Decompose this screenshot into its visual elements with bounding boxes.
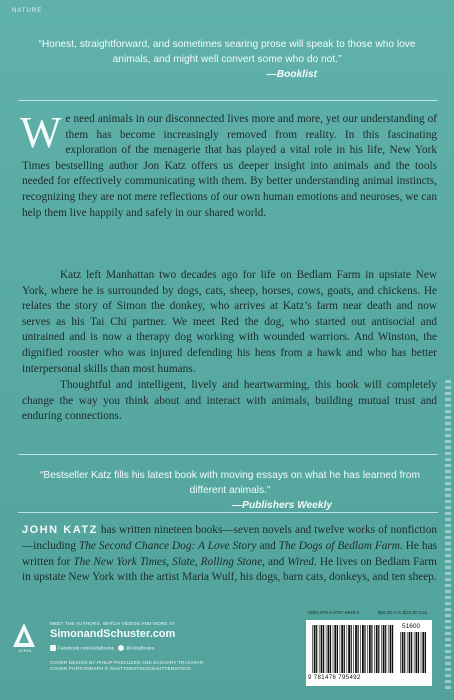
description-paragraph-1-text: e need animals in our disconnected lives more and more, yet our understanding of them has become increasingly removed from reality. In this fascinating exploration of the menagerie that has played a vital role in his life, New York Times bestselling author Jon Katz offers us deeper insight into animals and the tools needed for effectively communicating with them. By better understanding animal instincts, recognizing they are not mere reflections of our own human emotions and neuroses, we can help them live happily and safely in our shared world. <box>22 113 437 219</box>
top-quote-attribution: —Booklist <box>266 69 317 80</box>
barcode-addon-icon <box>400 632 428 673</box>
bio-text-5: He lives on Bedlam Farm in upstate New York with the artist Maria Wulf, his dogs, barn cats, donkeys, and ten sheep. <box>22 555 437 584</box>
publisher-website: SimonandSchuster.com <box>50 628 176 640</box>
category-label: NATURE <box>12 8 43 14</box>
cover-photo-credit: COVER PHOTOGRAPH © SHUTTERSTOCK/SHUTTERSTOCK <box>50 666 192 671</box>
bio-title-4: Wired. <box>287 555 317 568</box>
description-paragraph-2: Katz left Manhattan two decades ago for life on Bedlam Farm in upstate New York, where he is surrounded by dogs, cats, sheep, horses, cows, goats, and chickens. He relates the story of Simon the donkey, who arrives at Katz’s farm near death and now serves as his Tai Chi partner. We meet Red the dog, who started out antisocial and untrained and is now a therapy dog working with wounded warriors. And Winston, the dignified rooster who was injured defending his hens from a hawk and who has better interpersonal skills than most humans. <box>22 269 437 375</box>
drop-cap: W <box>20 108 62 157</box>
isbn-digits: 9 781476 795492 <box>308 675 361 681</box>
twitter-handle: @AtriaBooks <box>126 646 155 652</box>
cover-design-credit: COVER DESIGN BY PHILIP PASCUZZO AND ZACHARY TRACHIAN <box>50 660 204 665</box>
barcode-main-icon <box>312 625 394 673</box>
bio-title-1: The Second Chance Dog: A Love Story <box>78 539 257 552</box>
bio-title-3: The New York Times, Slate, Rolling Stone, <box>73 555 265 568</box>
divider-rule <box>18 100 438 101</box>
bio-text-4: and <box>264 555 288 568</box>
bio-text-2: and <box>256 539 279 552</box>
twitter-icon <box>118 645 124 651</box>
middle-quote-text: “Bestseller Katz fills his latest book with moving essays on what he has learned from different animals.” <box>40 470 420 496</box>
publisher-logo-text: ATRIA <box>18 648 32 653</box>
description-paragraph-3: Thoughtful and intelligent, lively and heartwarming, this book will completely change the way you think about and interact with animals, building mutual trust and enduring connections. <box>22 379 437 423</box>
author-name: JOHN KATZ <box>22 524 98 536</box>
social-links <box>50 645 154 651</box>
bio-text-1: has written nineteen books—seven novels and twelve works of nonfiction—including <box>22 524 437 552</box>
atria-logo-icon <box>12 622 36 648</box>
publisher-logo <box>12 622 36 658</box>
barcode-block <box>296 610 446 695</box>
barcode-label <box>306 620 432 686</box>
divider-rule <box>18 512 438 513</box>
meet-authors-line: MEET THE AUTHORS, WATCH VIDEOS AND MORE AT <box>50 621 175 626</box>
price-code: 51600 <box>402 623 421 630</box>
facebook-handle: Facebook.com/AtriaBooks <box>58 646 114 652</box>
middle-quote-attribution: —Publishers Weekly <box>231 500 332 511</box>
divider-rule <box>18 454 438 455</box>
top-quote-text: “Honest, straightforward, and sometimes searing prose will speak to those who love animals, and might well convert some who do not.” <box>38 39 416 65</box>
price-text: $16.00 U.S./$22.00 Can. <box>378 610 429 615</box>
bio-title-2: The Dogs of Bedlam Farm. <box>278 539 403 552</box>
author-bio <box>22 523 437 586</box>
middle-review-quote <box>40 468 420 513</box>
bio-text-3: He has written for <box>22 539 437 568</box>
top-review-quote <box>22 37 432 82</box>
description-paragraph-1 <box>20 108 437 221</box>
facebook-icon <box>50 645 56 651</box>
isbn-text: ISBN 978-1-4767-9549-2 <box>308 610 360 615</box>
spine-edge-strip <box>444 380 452 690</box>
